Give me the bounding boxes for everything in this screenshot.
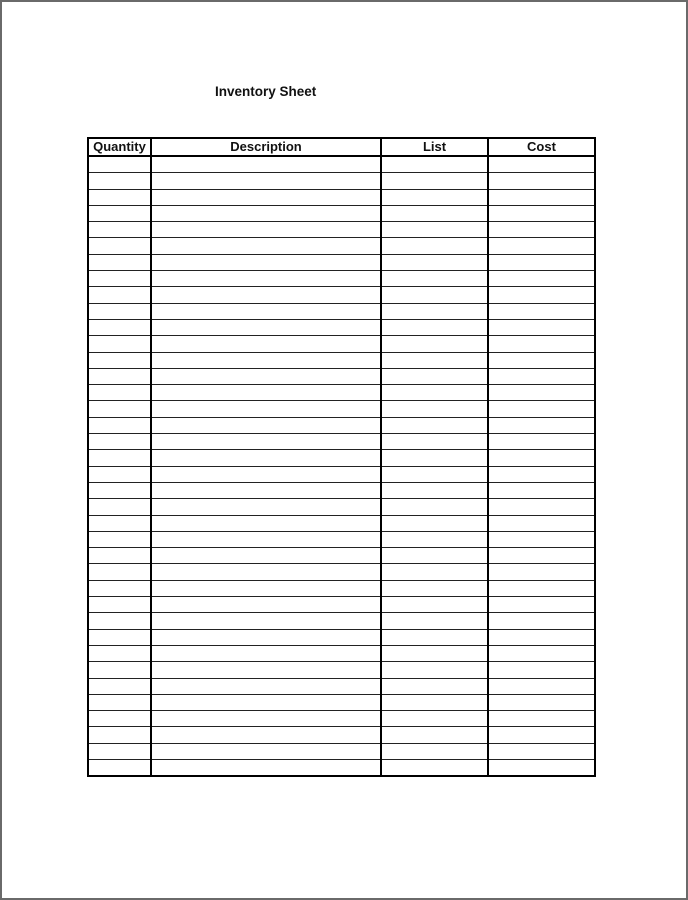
cell-list[interactable] [381,352,488,368]
cell-list[interactable] [381,727,488,743]
cell-cost[interactable] [488,629,595,645]
cell-quantity[interactable] [88,222,151,238]
cell-cost[interactable] [488,531,595,547]
cell-quantity[interactable] [88,287,151,303]
table-row [88,499,595,515]
inventory-table [87,137,596,777]
cell-list[interactable] [381,613,488,629]
cell-description[interactable] [151,711,381,727]
cell-quantity[interactable] [88,499,151,515]
cell-cost[interactable] [488,205,595,221]
table-body [88,156,595,776]
cell-list[interactable] [381,743,488,759]
cell-cost[interactable] [488,597,595,613]
table-row [88,727,595,743]
cell-cost[interactable] [488,499,595,515]
cell-quantity[interactable] [88,173,151,189]
cell-description[interactable] [151,450,381,466]
table-row [88,759,595,776]
cell-list[interactable] [381,189,488,205]
cell-description[interactable] [151,482,381,498]
cell-cost[interactable] [488,466,595,482]
cell-description[interactable] [151,548,381,564]
cell-list[interactable] [381,759,488,776]
cell-description[interactable] [151,694,381,710]
cell-cost[interactable] [488,287,595,303]
table-row [88,238,595,254]
cell-list[interactable] [381,678,488,694]
cell-list[interactable] [381,564,488,580]
cell-description[interactable] [151,287,381,303]
cell-quantity[interactable] [88,189,151,205]
column-header-list: List [381,138,488,156]
table-row [88,564,595,580]
cell-cost[interactable] [488,580,595,596]
cell-list[interactable] [381,499,488,515]
cell-cost[interactable] [488,727,595,743]
cell-list[interactable] [381,254,488,270]
cell-quantity[interactable] [88,678,151,694]
cell-quantity[interactable] [88,303,151,319]
cell-cost[interactable] [488,515,595,531]
table-row [88,466,595,482]
cell-description[interactable] [151,254,381,270]
table-row [88,694,595,710]
cell-cost[interactable] [488,678,595,694]
table-row [88,287,595,303]
table-row [88,222,595,238]
cell-list[interactable] [381,662,488,678]
cell-list[interactable] [381,466,488,482]
cell-description[interactable] [151,189,381,205]
cell-description[interactable] [151,466,381,482]
table-row [88,711,595,727]
cell-list[interactable] [381,385,488,401]
cell-quantity[interactable] [88,694,151,710]
cell-description[interactable] [151,205,381,221]
cell-description[interactable] [151,238,381,254]
cell-cost[interactable] [488,743,595,759]
cell-quantity[interactable] [88,645,151,661]
table-row [88,368,595,384]
cell-quantity[interactable] [88,434,151,450]
cell-list[interactable] [381,417,488,433]
document-title: Inventory Sheet [215,84,317,99]
cell-list[interactable] [381,694,488,710]
cell-description[interactable] [151,613,381,629]
cell-description[interactable] [151,743,381,759]
cell-quantity[interactable] [88,385,151,401]
cell-list[interactable] [381,645,488,661]
cell-description[interactable] [151,368,381,384]
table-row [88,450,595,466]
cell-description[interactable] [151,173,381,189]
cell-cost[interactable] [488,336,595,352]
cell-quantity[interactable] [88,271,151,287]
cell-description[interactable] [151,580,381,596]
cell-quantity[interactable] [88,238,151,254]
cell-description[interactable] [151,222,381,238]
cell-description[interactable] [151,515,381,531]
cell-quantity[interactable] [88,727,151,743]
cell-quantity[interactable] [88,352,151,368]
cell-cost[interactable] [488,548,595,564]
cell-quantity[interactable] [88,368,151,384]
cell-quantity[interactable] [88,417,151,433]
cell-description[interactable] [151,678,381,694]
cell-quantity[interactable] [88,156,151,173]
cell-cost[interactable] [488,352,595,368]
column-header-quantity: Quantity [88,138,151,156]
table-row [88,548,595,564]
column-header-cost: Cost [488,138,595,156]
cell-quantity[interactable] [88,515,151,531]
table-row [88,515,595,531]
cell-quantity[interactable] [88,205,151,221]
table-row [88,303,595,319]
cell-cost[interactable] [488,156,595,173]
table-row [88,662,595,678]
cell-description[interactable] [151,352,381,368]
table-row [88,205,595,221]
cell-list[interactable] [381,597,488,613]
cell-list[interactable] [381,548,488,564]
cell-description[interactable] [151,531,381,547]
cell-cost[interactable] [488,564,595,580]
cell-quantity[interactable] [88,662,151,678]
cell-list[interactable] [381,319,488,335]
cell-quantity[interactable] [88,336,151,352]
cell-description[interactable] [151,417,381,433]
cell-quantity[interactable] [88,629,151,645]
table-row [88,173,595,189]
table-row [88,531,595,547]
table-header-row [88,138,595,156]
cell-quantity[interactable] [88,597,151,613]
cell-description[interactable] [151,759,381,776]
cell-quantity[interactable] [88,613,151,629]
cell-description[interactable] [151,727,381,743]
cell-cost[interactable] [488,645,595,661]
cell-quantity[interactable] [88,759,151,776]
table-row [88,629,595,645]
table-row [88,482,595,498]
table-row [88,254,595,270]
cell-list[interactable] [381,271,488,287]
cell-quantity[interactable] [88,466,151,482]
cell-cost[interactable] [488,173,595,189]
cell-cost[interactable] [488,368,595,384]
cell-quantity[interactable] [88,482,151,498]
cell-cost[interactable] [488,254,595,270]
cell-cost[interactable] [488,662,595,678]
cell-list[interactable] [381,711,488,727]
cell-quantity[interactable] [88,548,151,564]
cell-list[interactable] [381,531,488,547]
cell-description[interactable] [151,662,381,678]
cell-cost[interactable] [488,401,595,417]
table-row [88,645,595,661]
table-row [88,385,595,401]
cell-quantity[interactable] [88,254,151,270]
cell-cost[interactable] [488,303,595,319]
cell-list[interactable] [381,368,488,384]
cell-description[interactable] [151,645,381,661]
cell-cost[interactable] [488,434,595,450]
cell-description[interactable] [151,303,381,319]
cell-list[interactable] [381,222,488,238]
cell-description[interactable] [151,319,381,335]
cell-description[interactable] [151,499,381,515]
cell-description[interactable] [151,271,381,287]
table-row [88,352,595,368]
cell-cost[interactable] [488,613,595,629]
column-header-description: Description [151,138,381,156]
table-row [88,271,595,287]
cell-cost[interactable] [488,417,595,433]
cell-list[interactable] [381,434,488,450]
cell-cost[interactable] [488,759,595,776]
cell-description[interactable] [151,156,381,173]
cell-cost[interactable] [488,482,595,498]
cell-list[interactable] [381,287,488,303]
cell-cost[interactable] [488,450,595,466]
cell-description[interactable] [151,401,381,417]
table-row [88,580,595,596]
cell-description[interactable] [151,597,381,613]
cell-list[interactable] [381,173,488,189]
table-row [88,336,595,352]
cell-cost[interactable] [488,271,595,287]
cell-cost[interactable] [488,711,595,727]
table-row [88,678,595,694]
table-row [88,434,595,450]
cell-description[interactable] [151,336,381,352]
table-row [88,597,595,613]
cell-quantity[interactable] [88,401,151,417]
table-row [88,613,595,629]
cell-list[interactable] [381,303,488,319]
cell-quantity[interactable] [88,743,151,759]
cell-quantity[interactable] [88,564,151,580]
cell-description[interactable] [151,629,381,645]
cell-list[interactable] [381,336,488,352]
table-row [88,319,595,335]
cell-quantity[interactable] [88,531,151,547]
cell-list[interactable] [381,515,488,531]
table-row [88,401,595,417]
table-row [88,743,595,759]
cell-description[interactable] [151,564,381,580]
cell-quantity[interactable] [88,450,151,466]
cell-list[interactable] [381,156,488,173]
cell-cost[interactable] [488,222,595,238]
cell-cost[interactable] [488,694,595,710]
cell-cost[interactable] [488,238,595,254]
cell-list[interactable] [381,401,488,417]
table-row [88,156,595,173]
cell-cost[interactable] [488,189,595,205]
cell-description[interactable] [151,434,381,450]
cell-list[interactable] [381,450,488,466]
cell-list[interactable] [381,580,488,596]
cell-list[interactable] [381,629,488,645]
table-row [88,417,595,433]
cell-cost[interactable] [488,319,595,335]
cell-quantity[interactable] [88,319,151,335]
cell-cost[interactable] [488,385,595,401]
cell-list[interactable] [381,238,488,254]
cell-quantity[interactable] [88,580,151,596]
table-row [88,189,595,205]
cell-quantity[interactable] [88,711,151,727]
cell-list[interactable] [381,205,488,221]
cell-list[interactable] [381,482,488,498]
cell-description[interactable] [151,385,381,401]
